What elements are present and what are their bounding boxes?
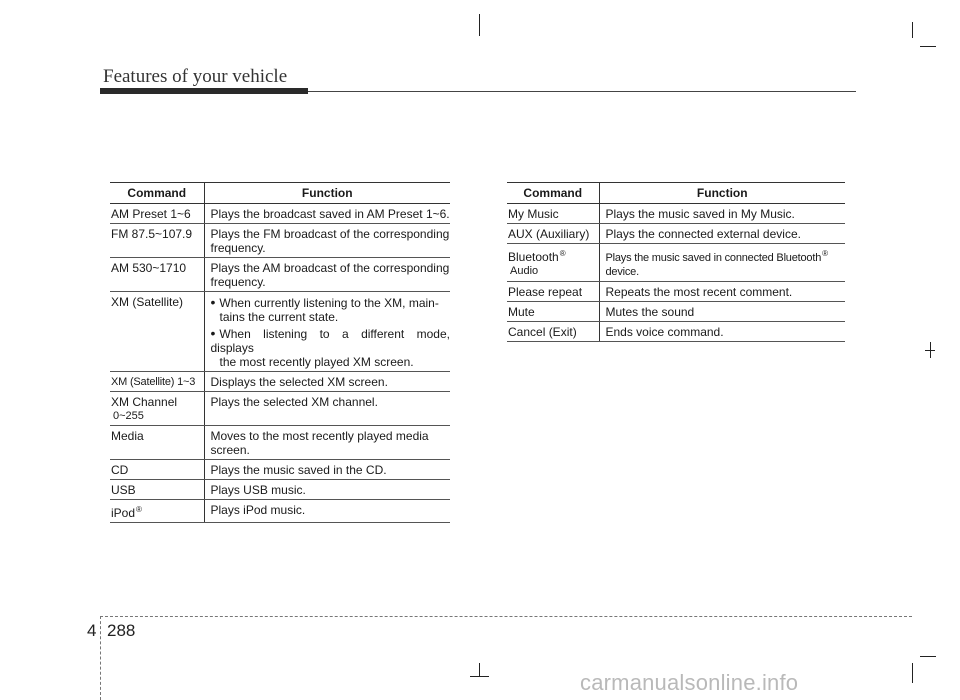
row-command-text: XM Channel xyxy=(111,395,178,409)
row-command: XM (Satellite) 1~3 xyxy=(110,372,204,392)
row-function: Plays the music saved in the CD. xyxy=(204,460,450,480)
crop-mark-top-right-h xyxy=(920,46,936,47)
row-command: Cancel (Exit) xyxy=(507,322,599,342)
table-row xyxy=(110,392,450,426)
row-function-line: Moves to the most recently played media xyxy=(210,429,429,443)
right-command-table xyxy=(507,182,845,342)
table-row xyxy=(507,282,845,302)
table-row xyxy=(507,244,845,282)
registered-mark: ® xyxy=(559,249,566,258)
row-function xyxy=(204,292,450,372)
row-function xyxy=(204,224,450,258)
table-row xyxy=(110,224,450,258)
footer-dashed-divider xyxy=(100,616,101,700)
footer-dashed-rule xyxy=(100,616,912,617)
table-row xyxy=(110,204,450,224)
row-function: Ends voice command. xyxy=(599,322,845,342)
table-row xyxy=(110,292,450,372)
row-command: AM 530~1710 xyxy=(110,258,204,292)
registered-mark: ® xyxy=(136,505,142,514)
row-command-sub: 0~255 xyxy=(113,410,144,422)
left-command-table xyxy=(110,182,450,523)
row-function: Plays the music saved in My Music. xyxy=(599,204,845,224)
row-function: Mutes the sound xyxy=(599,302,845,322)
crop-mark-bottom-right-v xyxy=(912,663,913,683)
table-row xyxy=(507,322,845,342)
row-command: AUX (Auxiliary) xyxy=(507,224,599,244)
row-function-line: Plays the AM broadcast of the corresponding xyxy=(210,261,450,275)
row-function xyxy=(204,426,450,460)
col-header-function: Function xyxy=(204,183,450,204)
row-function: Repeats the most recent comment. xyxy=(599,282,845,302)
row-function-line: Plays the FM broadcast of the corresponding xyxy=(210,227,450,241)
page-number: 288 xyxy=(107,621,136,640)
crop-mark-top-right-v xyxy=(912,22,913,38)
watermark: carmanualsonline.info xyxy=(580,670,799,695)
row-command-text: Bluetooth xyxy=(508,250,559,264)
table-row xyxy=(110,426,450,460)
bullet-line: When listening to a different mode, displays xyxy=(210,327,450,355)
header-accent-bar xyxy=(100,88,308,94)
row-command: Please repeat xyxy=(507,282,599,302)
row-command xyxy=(507,244,599,282)
table-row xyxy=(507,302,845,322)
bullet-line: tains the current state. xyxy=(219,310,339,324)
row-function: Displays the selected XM screen. xyxy=(204,372,450,392)
row-command: CD xyxy=(110,460,204,480)
crop-mark-bottom-center-h xyxy=(470,676,489,677)
bullet-line: the most recently played XM screen. xyxy=(219,355,414,369)
row-command: Mute xyxy=(507,302,599,322)
header-rule xyxy=(308,91,856,92)
table-row xyxy=(110,372,450,392)
bullet-item xyxy=(211,295,451,310)
col-header-command: Command xyxy=(507,183,599,204)
row-function-line: frequency. xyxy=(210,241,266,255)
table-header-row xyxy=(507,183,845,204)
table-row xyxy=(110,460,450,480)
table-row xyxy=(110,500,450,523)
crop-mark-bottom-right-h xyxy=(920,656,936,657)
table-row xyxy=(110,480,450,500)
row-function-line: device. xyxy=(605,266,639,278)
row-function-line: frequency. xyxy=(210,275,266,289)
row-command-sub: Audio xyxy=(510,265,539,277)
row-function-line: screen. xyxy=(210,443,250,457)
crop-mark-top-center-cross xyxy=(472,28,487,29)
chapter-number: 4 xyxy=(87,621,97,640)
bullet-line: When currently listening to the XM, main- xyxy=(219,296,439,310)
row-function: Plays USB music. xyxy=(204,480,450,500)
row-command xyxy=(110,392,204,426)
page-header-title: Features of your vehicle xyxy=(103,66,288,87)
row-function: Plays the selected XM channel. xyxy=(204,392,450,426)
row-command: Media xyxy=(110,426,204,460)
crop-mark-bottom-center-v xyxy=(479,663,480,677)
row-function xyxy=(204,258,450,292)
crop-mark-right-mid-h xyxy=(925,350,935,351)
row-function: Plays the connected external device. xyxy=(599,224,845,244)
row-command xyxy=(110,500,204,523)
row-command: FM 87.5~107.9 xyxy=(110,224,204,258)
table-row xyxy=(110,258,450,292)
row-command: XM (Satellite) xyxy=(110,292,204,372)
bullet-item xyxy=(211,326,451,355)
crop-mark-top-center xyxy=(479,14,480,36)
row-function: Plays iPod music. xyxy=(204,500,450,523)
table-header-row xyxy=(110,183,450,204)
row-command: AM Preset 1~6 xyxy=(110,204,204,224)
table-row xyxy=(507,204,845,224)
row-function: Plays the broadcast saved in AM Preset 1~6. xyxy=(204,204,450,224)
row-command: My Music xyxy=(507,204,599,224)
row-command-text: iPod xyxy=(111,506,136,520)
col-header-command: Command xyxy=(110,183,204,204)
row-function xyxy=(599,244,845,282)
row-command: USB xyxy=(110,480,204,500)
col-header-function: Function xyxy=(599,183,845,204)
row-function-line: Plays the music saved in connected Bluetooth xyxy=(605,252,822,264)
table-row xyxy=(507,224,845,244)
registered-mark: ® xyxy=(822,249,828,258)
